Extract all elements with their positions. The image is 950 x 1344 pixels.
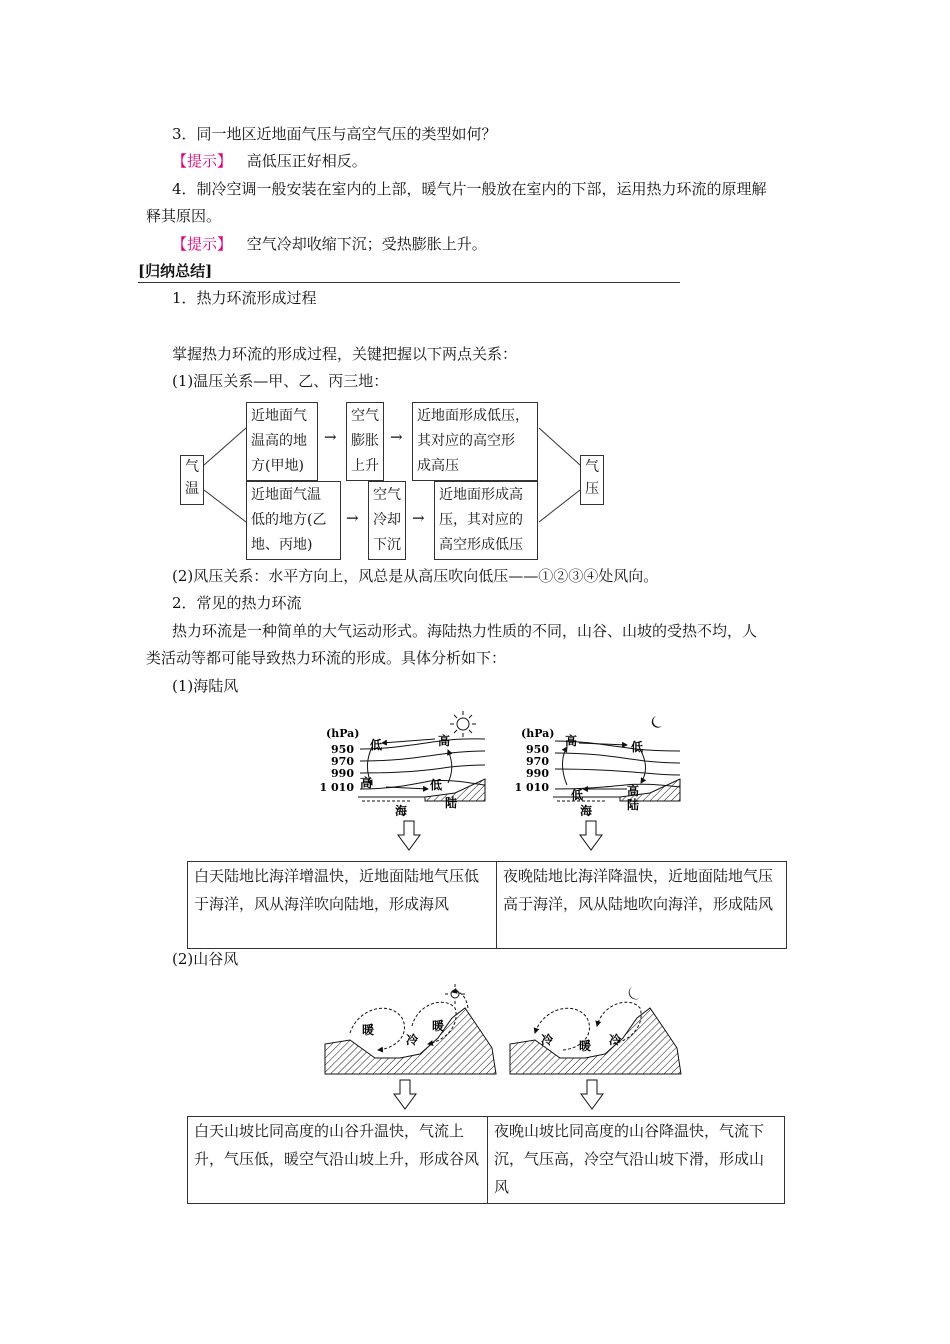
valley-day-cell: 白天山坡比同高度的山谷升温快，气流上升，气压低，暖空气沿山坡上升，形成谷风 [194,1122,480,1168]
section-2-line-2: 类活动等都可能导致热力环流的形成。具体分析如下： [146,649,507,667]
unit-label: (hPa) [326,727,360,740]
summary-header-text: [归纳总结] [138,262,213,280]
flow-text: 低的地方(乙 [251,512,327,528]
level-label: 950 [526,743,549,756]
unit-label: (hPa) [521,727,555,740]
land-label: 陆 [445,796,458,810]
level-label: 970 [526,755,549,768]
flow-left-char: 温 [185,481,199,497]
pressure-label: 高 [565,734,578,748]
level-label: 990 [526,767,549,780]
moon-icon [652,716,662,728]
land-label: 陆 [627,798,640,812]
sea-label: 海 [580,804,593,818]
flow-left-char: 气 [185,459,199,475]
flow-text: 近地面气温 [251,487,321,503]
flow-arrow: → [412,509,425,527]
hint-label: 【提示】 [172,235,233,253]
level-label: 1 010 [319,781,354,794]
pressure-label: 低 [430,778,443,792]
down-arrow-icon [580,821,602,850]
section-2-title: 2．常见的热力环流 [172,594,302,612]
flow-text: 高空形成低压 [439,537,523,553]
down-arrow-icon [581,1080,603,1109]
flow-temperature-box [180,455,204,505]
flow-text: 其对应的高空形 [417,433,515,449]
flow-top-b [346,402,384,481]
section-2-line-1: 热力环流是一种简单的大气运动形式。海陆热力性质的不同，山谷、山坡的受热不均，人 [172,622,758,640]
flow-text: 地、丙地) [251,537,313,553]
pressure-label: 高 [438,734,451,748]
flow-arrow: → [346,509,359,527]
answer-3-text: 高低压正好相反。 [246,152,367,170]
flow-arrow: → [390,428,403,446]
temp-label: 冷 [541,1033,554,1047]
flow-text: 近地面形成低压， [417,408,529,424]
temp-label: 暖 [432,1019,445,1033]
flow-top-c [412,402,538,481]
temp-label: 暖 [579,1039,592,1053]
down-arrow-icon [394,1080,416,1109]
section-1-title: 1．热力环流形成过程 [172,289,317,307]
sea-label: 海 [395,804,408,818]
flow-bottom-c [434,481,538,560]
section-1-point-2: (2)风压关系：水平方向上，风总是从高压吹向低压——①②③④处风向。 [172,567,659,585]
answer-4-text: 空气冷却收缩下沉；受热膨胀上升。 [246,235,487,253]
temp-label: 冷 [406,1033,419,1047]
valley-night-cell: 夜晚山坡比同高度的山谷降温快，气流下沉，气压高，冷空气沿山坡下滑，形成山风 [487,1117,784,1203]
flow-text: 方(甲地) [251,458,304,474]
level-label: 950 [331,743,354,756]
pressure-label: 低 [571,788,584,802]
section-1-intro: 掌握热力环流的形成过程，关键把握以下两点关系： [172,345,518,363]
level-label: 1 010 [514,781,549,794]
pressure-label: 低 [631,740,644,754]
sea-land-day-panel [320,711,485,818]
sun-icon [445,984,465,1004]
pressure-label: 高 [627,784,640,798]
question-4-line2: 释其原因。 [146,207,222,225]
valley-day-panel [325,984,496,1074]
level-label: 970 [331,755,354,768]
sea-land-breeze-figure [310,705,820,855]
flow-text: 温高的地 [251,433,307,449]
sea-land-night-cell: 夜晚陆地比海洋降温快，近地面陆地气压高于海洋，风从陆地吹向海洋，形成陆风 [496,862,786,948]
flow-text: 压，其对应的 [439,512,523,528]
sea-land-breeze-title: (1)海陆风 [172,677,239,695]
temp-label: 暖 [362,1023,375,1037]
flow-text: 成高压 [417,458,459,474]
flow-bottom-b [368,481,406,560]
valley-breeze-figure [320,978,710,1116]
flow-text: 空气 [351,408,379,424]
pressure-label: 高 [360,776,373,790]
flow-text: 下沉 [373,537,401,553]
hint-label: 【提示】 [172,152,233,170]
flow-text: 膨胀 [351,433,379,449]
flow-pressure-box [580,455,604,505]
valley-breeze-title: (2)山谷风 [172,950,239,968]
flow-right-char: 气 [585,459,599,475]
sun-icon [450,711,476,737]
sea-land-day-cell: 白天陆地比海洋增温快，近地面陆地气压低于海洋，风从海洋吹向陆地，形成海风 [194,867,480,913]
flow-text: 空气 [373,487,401,503]
flow-bottom-a [246,481,341,560]
moon-icon [629,986,640,999]
question-3: 3．同一地区近地面气压与高空气压的类型如何？ [172,125,497,143]
flow-text: 冷却 [373,512,401,528]
section-1-point-1: (1)温压关系—甲、乙、丙三地： [172,372,389,390]
flow-text: 近地面形成高 [439,487,523,503]
flow-right-char: 压 [585,481,599,497]
level-label: 990 [331,767,354,780]
temp-label: 冷 [609,1033,622,1047]
sea-land-table [187,861,787,949]
flow-text: 上升 [351,458,379,474]
valley-night-panel [510,986,681,1074]
question-4-line1: 4．制冷空调一般安装在室内的上部，暖气片一般放在室内的下部，运用热力环流的原理解 [172,180,767,198]
pressure-label: 低 [370,738,383,752]
flow-arrow: → [324,428,337,446]
flow-top-a [246,402,318,481]
flow-text: 近地面气 [251,408,307,424]
valley-table [187,1116,785,1204]
sea-land-night-panel [515,716,680,818]
down-arrow-icon [398,821,420,850]
